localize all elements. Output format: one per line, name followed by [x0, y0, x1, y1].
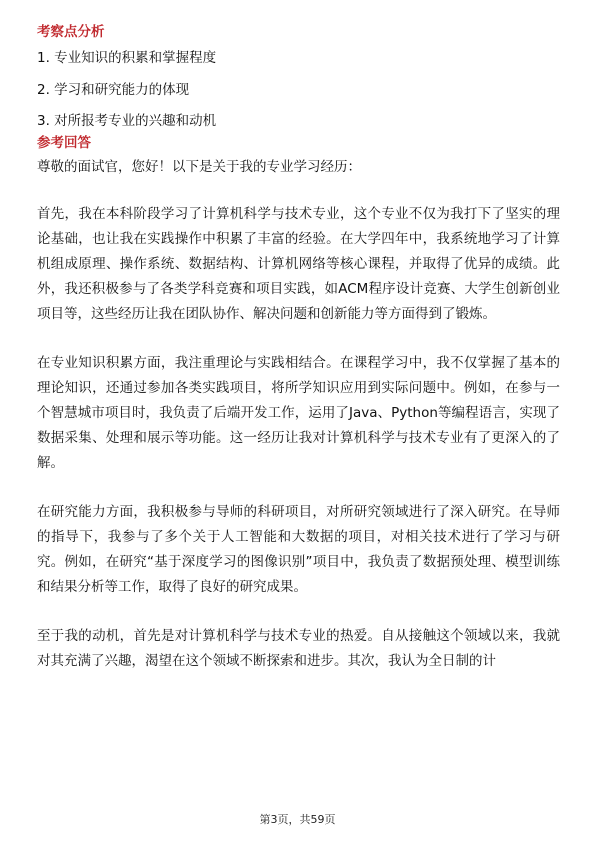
answer-paragraph: 至于我的动机，首先是对计算机科学与技术专业的热爱。自从接触这个领域以来，我就对其充满了兴趣，渴望在这个领域不断探索和进步。其次，我认为全日制的计	[37, 628, 560, 669]
page-number: 第3页，共59页	[259, 813, 336, 826]
answer-heading: 参考回答	[37, 135, 91, 151]
answer-paragraph: 在研究能力方面，我积极参与导师的科研项目，对所研究领域进行了深入研究。在导师的指导下，我参与了多个关于人工智能和大数据的项目，对相关技术进行了学习与研究。例如，在研究“基于深度学习的图像识别”项目中，我负责了数据预处理、模型训练和结果分析等工作，取得了良好的研究成果。	[37, 504, 560, 595]
document-page	[37, 22, 560, 674]
answer-greeting: 尊敬的面试官，您好！以下是关于我的专业学习经历：	[37, 159, 361, 175]
analysis-heading: 考察点分析	[37, 24, 105, 40]
analysis-item: 1. 专业知识的积累和掌握程度	[37, 50, 217, 66]
analysis-item: 2. 学习和研究能力的体现	[37, 81, 190, 98]
analysis-item: 3. 对所报考专业的兴趣和动机	[37, 113, 217, 129]
analysis-list	[37, 48, 560, 131]
answer-paragraph: 在专业知识积累方面，我注重理论与实践相结合。在课程学习中，我不仅掌握了基本的理论知识，还通过参加各类实践项目，将所学知识应用到实际问题中。例如，在参与一个智慧城市项目时，我负责了后端开发工作，运用了Java、Python等编程语言，实现了数据采集、处理和展示等功能。这一经历让我对计算机科学与技术专业有了更深入的了解。	[37, 355, 560, 471]
answer-paragraph: 首先，我在本科阶段学习了计算机科学与技术专业，这个专业不仅为我打下了坚实的理论基础，也让我在实践操作中积累了丰富的经验。在大学四年中，我系统地学习了计算机组成原理、操作系统、数据结构、计算机网络等核心课程，并取得了优异的成绩。此外，我还积极参与了各类学科竞赛和项目实践，如ACM程序设计竞赛、大学生创新创业项目等，这些经历让我在团队协作、解决问题和创新能力等方面得到了锻炼。	[37, 206, 560, 322]
